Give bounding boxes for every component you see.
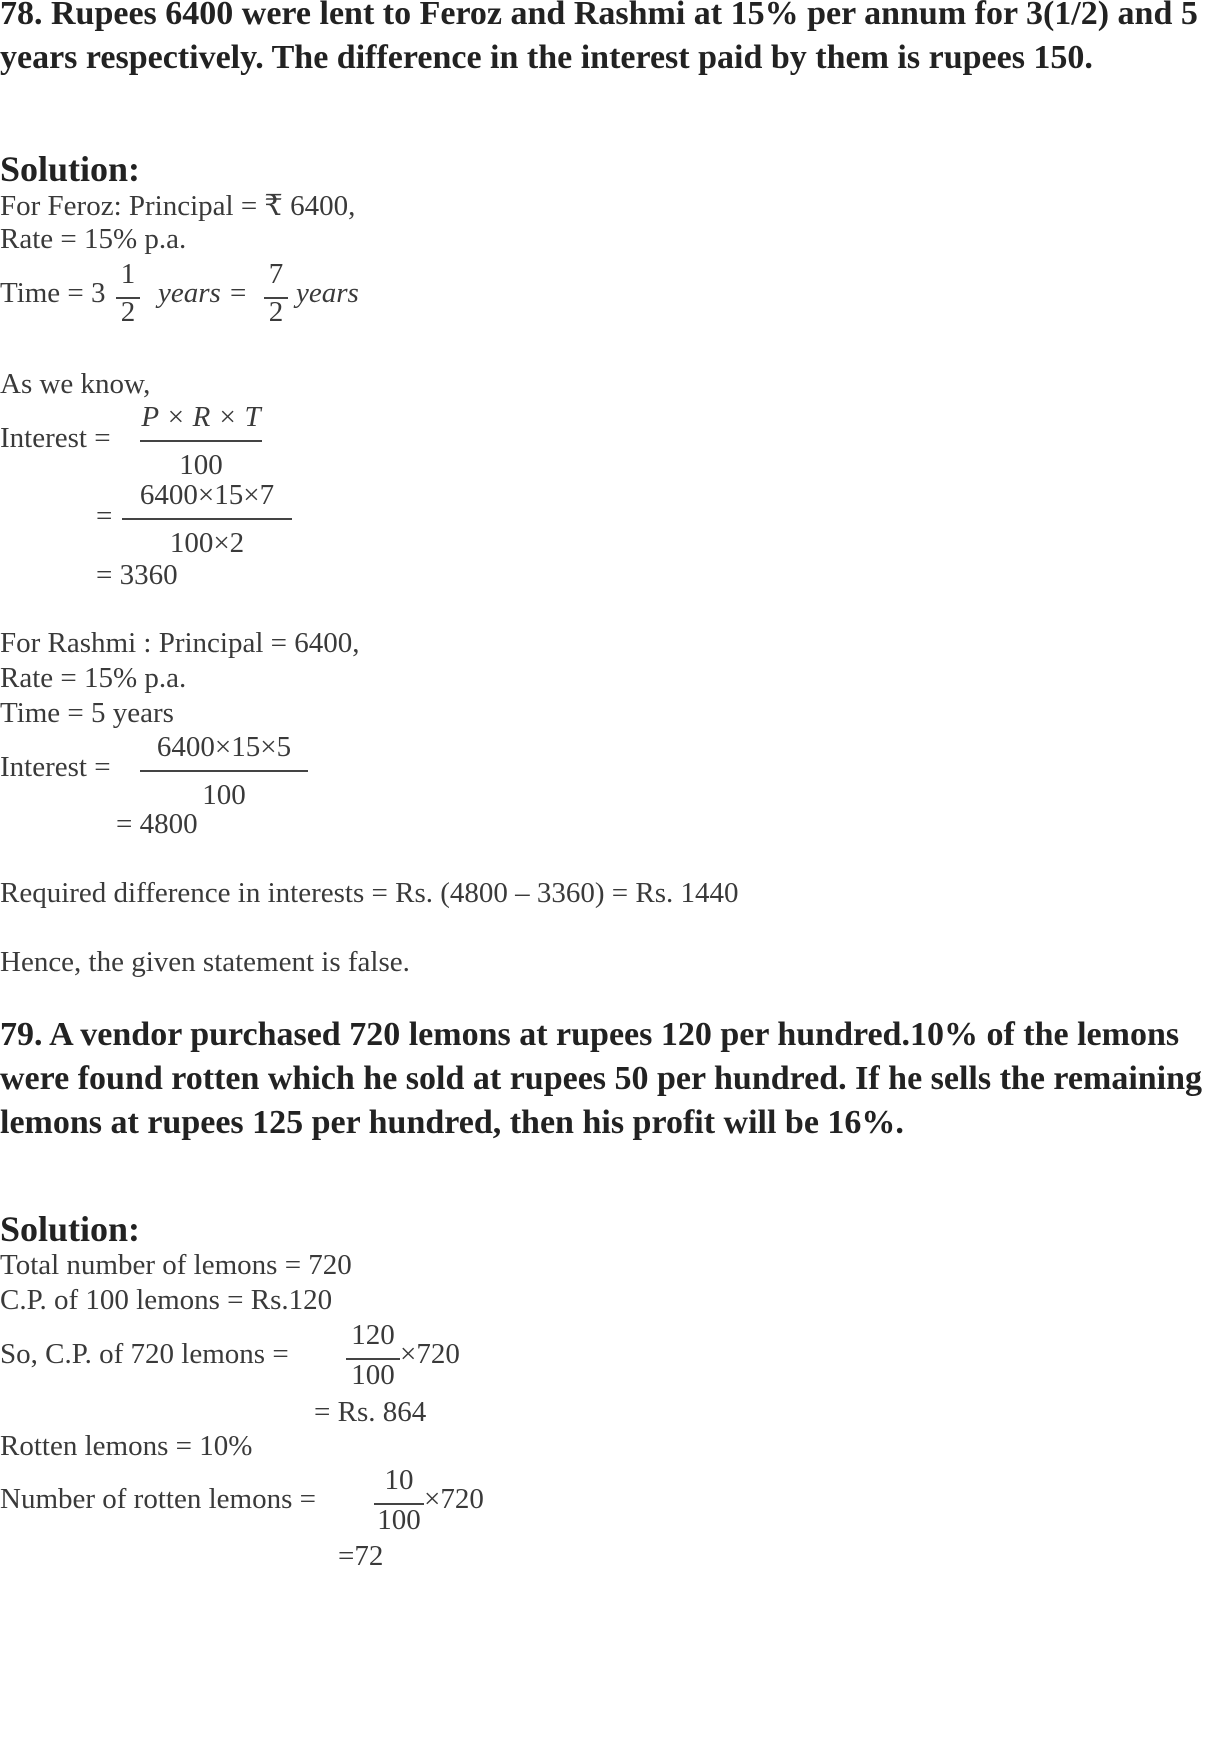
time-fraction-1 (116, 257, 140, 329)
formula-num: P × R × T (141, 401, 261, 433)
time-frac1-num: 1 (120, 258, 136, 290)
rashmi-time: Time = 5 years (0, 697, 174, 729)
result-3360: = 3360 (96, 559, 178, 591)
time-label: Time = 3 (0, 277, 106, 309)
conclusion-78: Hence, the given statement is false. (0, 946, 410, 978)
total-lemons: Total number of lemons = 720 (0, 1249, 352, 1281)
feroz-rate: Rate = 15% p.a. (0, 223, 187, 255)
cp720-den: 100 (351, 1359, 395, 1391)
time-frac2-den: 2 (268, 296, 284, 328)
cp720-multiplier: ×720 (400, 1338, 460, 1370)
fraction-bar (122, 518, 292, 520)
result-4800: = 4800 (116, 808, 198, 840)
formula-den: 100 (179, 449, 223, 481)
solution-heading-79: Solution: (0, 1209, 141, 1249)
time-years-1: years = (158, 277, 248, 309)
rotten-percent: Rotten lemons = 10% (0, 1430, 253, 1462)
cp720-result: = Rs. 864 (314, 1396, 427, 1428)
calc1-den: 100×2 (169, 527, 245, 559)
interest-label: Interest = (0, 422, 111, 454)
equals-sign: = (96, 500, 113, 532)
calc1-fraction (122, 478, 292, 560)
cp720-fraction (346, 1318, 400, 1392)
question-79: 79. A vendor purchased 720 lemons at rupees 120 per hundred.10% of the lemons were found rotten which he sold at rupees 50 per hundred. If he sells the remaining lemons at rupees 125 per hundred, then his profit will be 16%. (0, 1016, 1203, 1141)
time-fraction-2 (264, 257, 288, 329)
time-frac2-num: 7 (268, 258, 284, 290)
rashmi-rate: Rate = 15% p.a. (0, 662, 187, 694)
required-difference: Required difference in interests = Rs. (4800 – 3360) = Rs. 1440 (0, 877, 739, 909)
time-years-2: years (296, 277, 359, 309)
rashmi-principal: For Rashmi : Principal = 6400, (0, 627, 360, 659)
cp-720-label: So, C.P. of 720 lemons = (0, 1338, 289, 1370)
rotten-count-label: Number of rotten lemons = (0, 1483, 316, 1515)
calc2-fraction (140, 730, 308, 812)
fraction-bar (140, 440, 262, 442)
formula-fraction (140, 400, 262, 482)
cp720-num: 120 (351, 1319, 395, 1351)
rotten-multiplier: ×720 (424, 1483, 484, 1515)
rotten-result: =72 (338, 1540, 384, 1572)
solution-heading-78: Solution: (0, 149, 141, 189)
question-78: 78. Rupees 6400 were lent to Feroz and Rashmi at 15% per annum for 3(1/2) and 5 years respectively. The difference in the interest paid by them is rupees 150. (0, 0, 1198, 76)
calc2-num: 6400×15×5 (156, 731, 292, 763)
feroz-principal: For Feroz: Principal = ₹ 6400, (0, 190, 356, 222)
calc2-den: 100 (202, 779, 246, 811)
as-we-know: As we know, (0, 368, 151, 400)
rotten-fraction (374, 1463, 424, 1537)
interest-label-2: Interest = (0, 751, 111, 783)
rotten-num: 10 (384, 1464, 414, 1496)
cp-100-lemons: C.P. of 100 lemons = Rs.120 (0, 1284, 333, 1316)
fraction-bar (140, 770, 308, 772)
calc1-num: 6400×15×7 (139, 479, 275, 511)
rotten-den: 100 (377, 1504, 421, 1536)
time-frac1-den: 2 (120, 296, 136, 328)
